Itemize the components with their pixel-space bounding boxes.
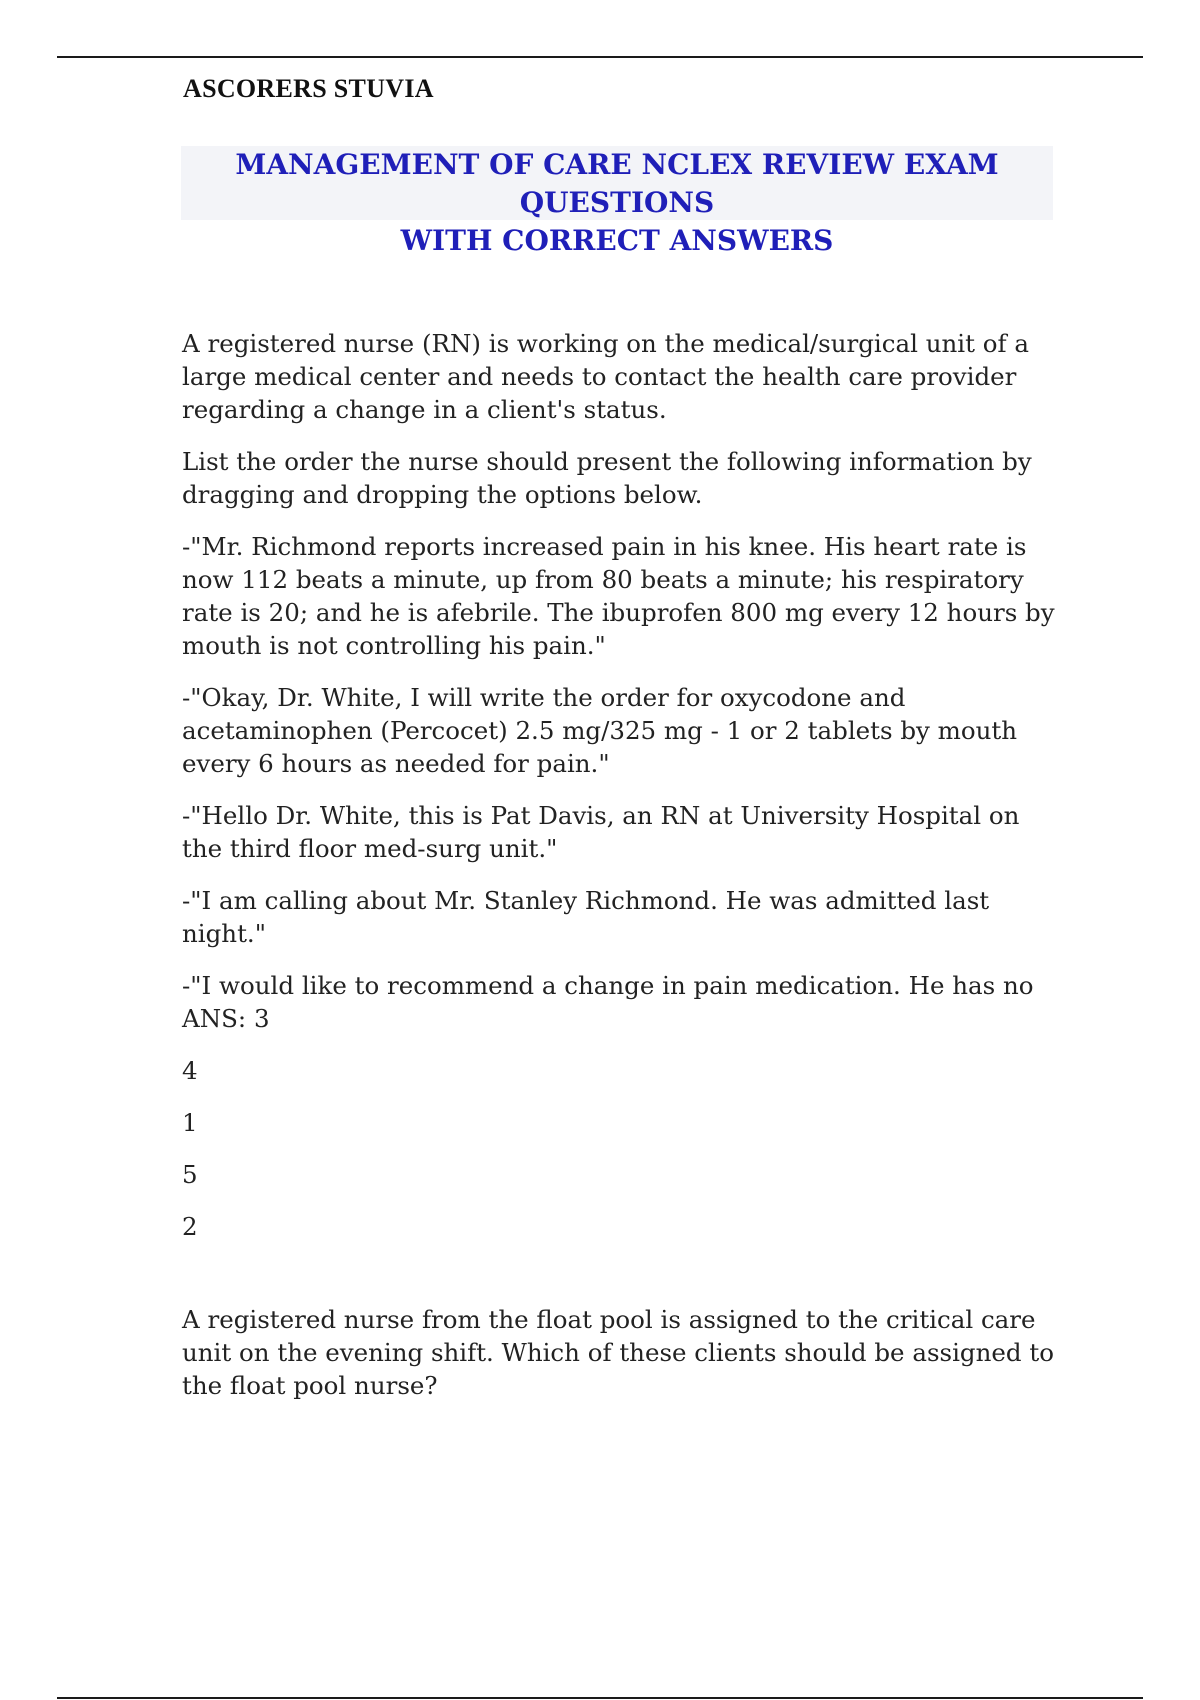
answer-value: 4: [182, 1056, 198, 1085]
title-line-2: WITH CORRECT ANSWERS: [400, 224, 834, 257]
question-1-instruction: List the order the nurse should present the following information by dragging and dropping the options below.: [182, 447, 1032, 509]
document-title: [181, 146, 1053, 257]
question-1-option: -"I would like to recommend a change in pain medication. He has no: [182, 971, 1034, 1000]
header-label: ASCORERS STUVIA: [183, 74, 434, 103]
answer-value: 1: [182, 1108, 198, 1137]
answer-value: 5: [182, 1160, 198, 1189]
question-2-text: A registered nurse from the float pool is assigned to the critical care unit on the evening shift. Which of these clients should be assigned to the float pool nurse?: [182, 1305, 1054, 1400]
title-line-1: MANAGEMENT OF CARE NCLEX REVIEW EXAM QUESTIONS: [235, 148, 999, 219]
answer-line: ANS: 3: [182, 1004, 270, 1033]
top-rule: [57, 56, 1143, 58]
question-1-intro: A registered nurse (RN) is working on the medical/surgical unit of a large medical center and needs to contact the health care provider regarding a change in a client's status.: [182, 329, 1029, 424]
document-body: [182, 327, 1062, 1421]
bottom-rule: [57, 1697, 1143, 1699]
answer-value: 2: [182, 1212, 198, 1241]
question-1-option: -"Okay, Dr. White, I will write the order for oxycodone and acetaminophen (Percocet) 2.5 mg/325 mg - 1 or 2 tablets by mouth every 6 hours as needed for pain.": [182, 683, 1018, 778]
question-1-option: -"Hello Dr. White, this is Pat Davis, an RN at University Hospital on the third floor med-surg unit.": [182, 801, 1020, 863]
question-1-option: -"I am calling about Mr. Stanley Richmond. He was admitted last night.": [182, 886, 990, 948]
question-1-option: -"Mr. Richmond reports increased pain in his knee. His heart rate is now 112 beats a minute, up from 80 beats a minute; his respiratory rate is 20; and he is afebrile. The ibuprofen 800 mg every 12 hours by mouth is not controlling his pain.": [182, 532, 1055, 660]
